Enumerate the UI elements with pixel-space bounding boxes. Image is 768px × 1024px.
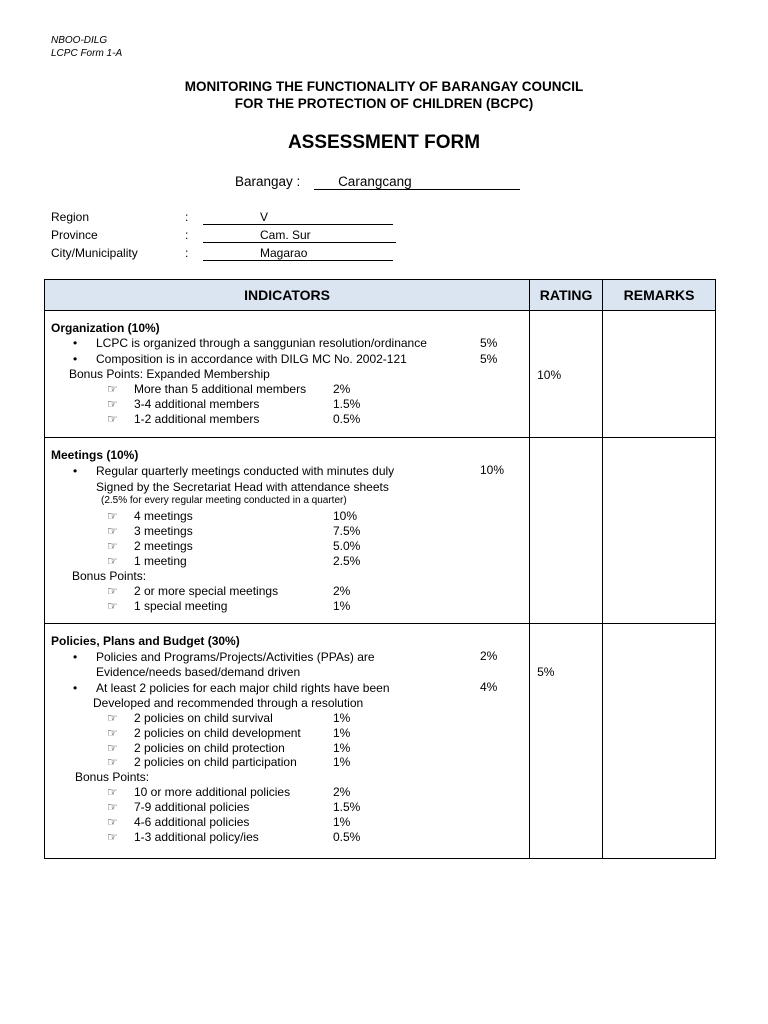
table-row — [45, 311, 716, 438]
bonus-item: 4-6 additional policies — [134, 815, 250, 829]
indicator-text: Composition is in accordance with DILG MC No. 2002-121 — [96, 352, 407, 366]
organization-remarks — [603, 311, 716, 438]
bonus-label: Bonus Points: — [72, 569, 147, 583]
hand-pointer-icon: ☞ — [107, 524, 118, 538]
form-number: LCPC Form 1-A — [51, 48, 123, 59]
indicator-text: Developed and recommended through a resolution — [93, 696, 364, 710]
meeting-points: 2.5% — [333, 554, 361, 568]
hand-pointer-icon: ☞ — [107, 815, 118, 829]
policy-points: 1% — [333, 755, 351, 769]
policy-item: 2 policies on child development — [134, 726, 301, 740]
policy-item: 2 policies on child protection — [134, 741, 285, 755]
meeting-item: 4 meetings — [134, 509, 193, 523]
table-row — [45, 624, 716, 859]
indicator-text: Signed by the Secretariat Head with attendance sheets — [96, 480, 389, 494]
hand-pointer-icon: ☞ — [107, 554, 118, 568]
form-code — [51, 34, 122, 60]
indicator-points: 5% — [480, 336, 498, 350]
hand-pointer-icon: ☞ — [107, 382, 118, 396]
policy-points: 1% — [333, 711, 351, 725]
bonus-points: 0.5% — [333, 412, 361, 426]
region-row: Region : V — [51, 210, 393, 225]
heading-line-1: MONITORING THE FUNCTIONALITY OF BARANGAY COUNCIL — [184, 79, 584, 94]
bonus-item: 1 special meeting — [134, 599, 228, 613]
hand-pointer-icon: ☞ — [107, 726, 118, 740]
hand-pointer-icon: ☞ — [107, 509, 118, 523]
bonus-points: 1.5% — [333, 397, 361, 411]
meetings-remarks — [603, 438, 716, 624]
page-title: ASSESSMENT FORM — [287, 132, 481, 153]
hand-pointer-icon: ☞ — [107, 397, 118, 411]
bonus-points: 1% — [333, 599, 351, 613]
policies-title: Policies, Plans and Budget (30%) — [51, 634, 240, 648]
indicator-text: LCPC is organized through a sanggunian resolution/ordinance — [96, 336, 427, 350]
bonus-item: 10 or more additional policies — [134, 785, 291, 799]
bonus-points: 1% — [333, 815, 351, 829]
meetings-note: (2.5% for every regular meeting conducted in a quarter) — [101, 495, 347, 506]
policy-points: 1% — [333, 741, 351, 755]
organization-section: Organization (10%) • LCPC is organized through a sanggunian resolution/ordinance 5% • Composition is in accordance with DILG MC No. 2002-121 5% Bonus Points: Expanded Membership ☞ More than 5 additional members 2% ☞ 3-4 additional members 1.5% ☞ 1-2 additional members 0.5% — [51, 321, 498, 426]
form-heading — [0, 78, 768, 112]
hand-pointer-icon: ☞ — [107, 539, 118, 553]
table-row — [45, 438, 716, 624]
hand-pointer-icon: ☞ — [107, 830, 118, 844]
organization-title: Organization (10%) — [51, 321, 160, 335]
hand-pointer-icon: ☞ — [107, 800, 118, 814]
city-value: Magarao — [203, 247, 393, 261]
province-label: Province — [51, 228, 98, 242]
meeting-item: 3 meetings — [134, 524, 193, 538]
org-code: NBOO-DILG — [51, 35, 108, 46]
meeting-item: 2 meetings — [134, 539, 193, 553]
meeting-item: 1 meeting — [134, 554, 187, 568]
bonus-item: More than 5 additional members — [134, 382, 307, 396]
indicator-text: Policies and Programs/Projects/Activities (PPAs) are — [96, 650, 375, 664]
city-row: City/Municipality : Magarao — [51, 246, 393, 261]
meetings-section: Meetings (10%) • Regular quarterly meetings conducted with minutes duly 10% Signed by the Secretariat Head with attendance sheets (2.5% for every regular meeting conducted in a quarter) ☞ 4 meetings 10% ☞ 3 meetings 7.5% ☞ 2 meetings 5.0% ☞ 1 meeting 2.5% Bonus Points: ☞ 2 or more special meetings 2% ☞ 1 special meeting 1% — [51, 448, 505, 613]
assessment-table — [44, 279, 716, 859]
bonus-item: 7-9 additional policies — [134, 800, 250, 814]
barangay-label: Barangay — [235, 174, 293, 189]
bonus-item: 3-4 additional members — [134, 397, 260, 411]
policy-item: 2 policies on child participation — [134, 755, 297, 769]
province-row: Province : Cam. Sur — [51, 228, 396, 243]
indicator-points: 10% — [480, 463, 505, 477]
bonus-points: 2% — [333, 382, 351, 396]
table-header-row — [45, 280, 716, 311]
city-label: City/Municipality — [51, 246, 138, 260]
policy-item: 2 policies on child survival — [134, 711, 273, 725]
indicator-text: Regular quarterly meetings conducted with minutes duly — [96, 464, 395, 478]
bonus-points: 1.5% — [333, 800, 361, 814]
bonus-points: 2% — [333, 584, 351, 598]
bonus-item: 1-3 additional policy/ies — [134, 830, 259, 844]
hand-pointer-icon: ☞ — [107, 412, 118, 426]
indicator-points: 2% — [480, 649, 498, 663]
organization-rating: 10% — [537, 368, 562, 382]
meeting-points: 10% — [333, 509, 358, 523]
indicator-points: 4% — [480, 680, 498, 694]
hand-pointer-icon: ☞ — [107, 711, 118, 725]
hand-pointer-icon: ☞ — [107, 755, 118, 769]
meetings-title: Meetings (10%) — [51, 448, 139, 462]
bonus-label: Bonus Points: Expanded Membership — [69, 367, 270, 381]
indicator-points: 5% — [480, 352, 498, 366]
meetings-rating — [530, 438, 603, 624]
bonus-points: 0.5% — [333, 830, 361, 844]
policies-remarks — [603, 624, 716, 859]
bonus-points: 2% — [333, 785, 351, 799]
bonus-item: 2 or more special meetings — [134, 584, 279, 598]
hand-pointer-icon: ☞ — [107, 584, 118, 598]
region-value: V — [203, 211, 393, 225]
meeting-points: 7.5% — [333, 524, 361, 538]
rating-header: RATING — [530, 280, 603, 311]
indicator-text: At least 2 policies for each major child rights have been — [96, 681, 390, 695]
barangay-row: Barangay : Carangcang — [235, 174, 520, 190]
region-label: Region — [51, 210, 90, 224]
policy-points: 1% — [333, 726, 351, 740]
province-value: Cam. Sur — [203, 229, 396, 243]
heading-line-2: FOR THE PROTECTION OF CHILDREN (BCPC) — [234, 96, 534, 111]
barangay-value: Carangcang — [314, 174, 520, 190]
policies-section: Policies, Plans and Budget (30%) • Policies and Programs/Projects/Activities (PPAs) are 2% Evidence/needs based/demand driven • At least 2 policies for each major child rights have been 4% Developed and recommended through a resolution ☞ 2 policies on child survival 1% ☞ 2 policies on child development 1% ☞ 2 policies on child protection 1% ☞ 2 policies on child participation 1% Bonus Points: ☞ 10 or more additional policies 2% ☞ 7-9 additional policies 1.5% ☞ 4-6 additional policies 1% ☞ 1-3 additional policy/ies 0.5% — [51, 634, 498, 844]
remarks-header: REMARKS — [603, 280, 716, 311]
hand-pointer-icon: ☞ — [107, 785, 118, 799]
indicators-header: INDICATORS — [45, 280, 530, 311]
hand-pointer-icon: ☞ — [107, 741, 118, 755]
bonus-label: Bonus Points: — [75, 770, 150, 784]
meeting-points: 5.0% — [333, 539, 361, 553]
policies-rating: 5% — [537, 665, 555, 679]
hand-pointer-icon: ☞ — [107, 599, 118, 613]
indicator-text: Evidence/needs based/demand driven — [96, 665, 301, 679]
bonus-item: 1-2 additional members — [134, 412, 260, 426]
